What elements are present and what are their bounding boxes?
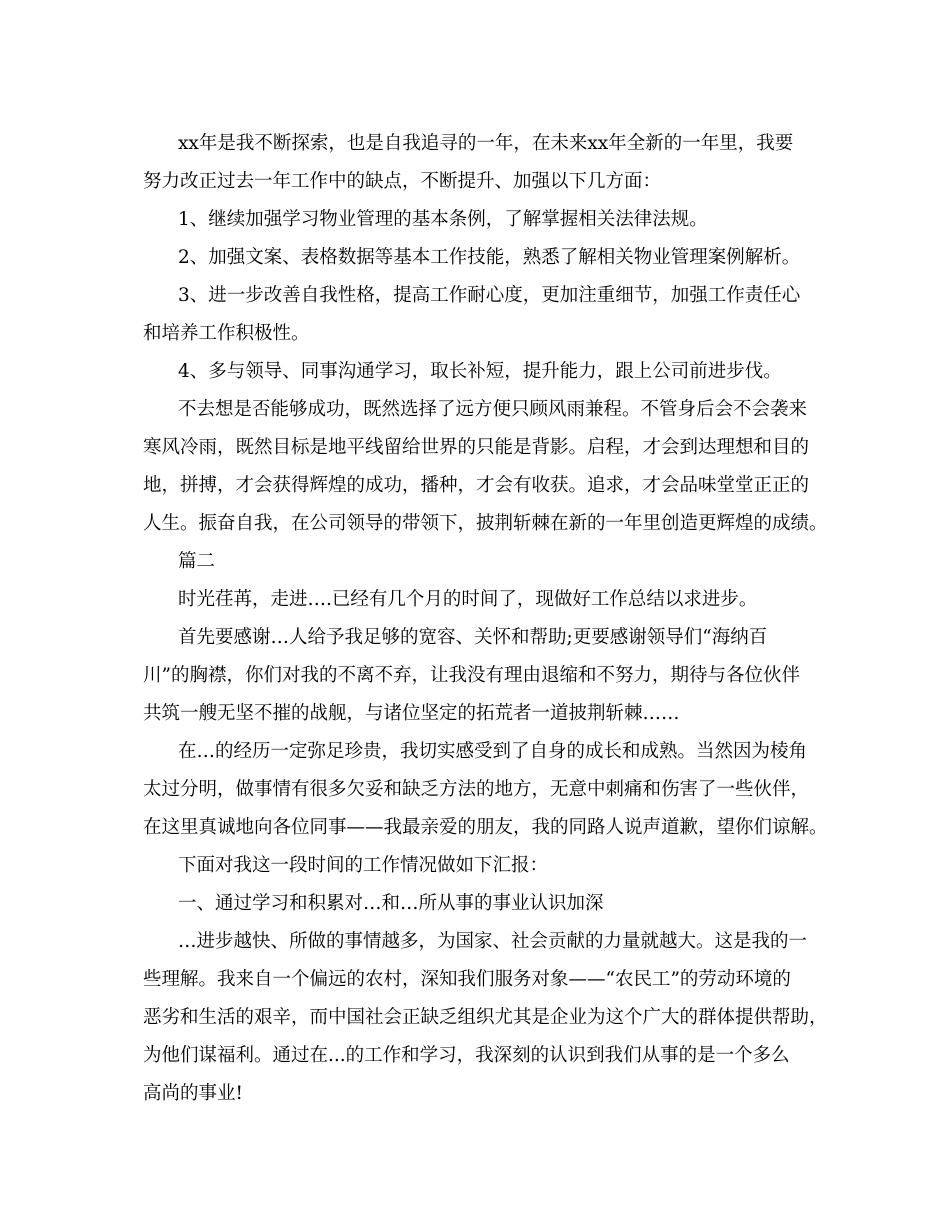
text-line: 和培养工作积极性。 bbox=[143, 323, 310, 344]
text-line: 3、进一步改善自我性格，提高工作耐心度，更加注重细节，加强工作责任心 bbox=[178, 285, 801, 306]
text-line: 努力改正过去一年工作中的缺点，不断提升、加强以下几方面： bbox=[143, 171, 662, 192]
text-line: 寒风冷雨，既然目标是地平线留给世界的只能是背影。启程，才会到达理想和目的 bbox=[143, 437, 810, 458]
text-line: 4、多与领导、同事沟通学习，取长补短，提升能力，跟上公司前进步伐。 bbox=[178, 361, 782, 382]
text-line: 共筑一艘无坚不摧的战舰，与诸位坚定的拓荒者一道披荆斩棘…… bbox=[143, 703, 680, 724]
text-line: 人生。振奋自我，在公司领导的带领下，披荆斩棘在新的一年里创造更辉煌的成绩。 bbox=[143, 513, 828, 534]
text-line: 地，拼搏，才会获得辉煌的成功，播种，才会有收获。追求，才会品味堂堂正正的 bbox=[143, 475, 810, 496]
text-line: 下面对我这一段时间的工作情况做如下汇报： bbox=[178, 855, 549, 876]
text-line: 在这里真诚地向各位同事——我最亲爱的朋友，我的同路人说声道歉，望你们谅解。 bbox=[143, 817, 828, 838]
section-heading: 篇二 bbox=[178, 551, 216, 572]
text-line: 太过分明，做事情有很多欠妥和缺乏方法的地方，无意中刺痛和伤害了一些伙伴， bbox=[143, 779, 810, 800]
text-line: …进步越快、所做的事情越多，为国家、社会贡献的力量就越大。这是我的一 bbox=[178, 931, 808, 952]
text-line: 些理解。我来自一个偏远的农村，深知我们服务对象——“农民工”的劳动环境的 bbox=[143, 969, 791, 990]
text-line: xx年是我不断探索，也是自我追寻的一年，在未来xx年全新的一年里，我要 bbox=[178, 133, 794, 154]
text-line: 川”的胸襟，你们对我的不离不弃，让我没有理由退缩和不努力，期待与各位伙伴 bbox=[143, 665, 800, 686]
text-line: 不去想是否能够成功，既然选择了远方便只顾风雨兼程。不管身后会不会袭来 bbox=[178, 399, 808, 420]
text-line: 1、继续加强学习物业管理的基本条例，了解掌握相关法律法规。 bbox=[178, 209, 708, 230]
text-line: 恶劣和生活的艰辛，而中国社会正缺乏组织尤其是企业为这个广大的群体提供帮助， bbox=[143, 1007, 828, 1028]
text-line: 高尚的事业! bbox=[143, 1083, 243, 1104]
text-line: 2、加强文案、表格数据等基本工作技能，熟悉了解相关物业管理案例解析。 bbox=[178, 247, 801, 268]
text-line: 时光荏苒，走进….已经有几个月的时间了，现做好工作总结以求进步。 bbox=[178, 589, 758, 610]
text-line: 首先要感谢…人给予我足够的宽容、关怀和帮助;更要感谢领导们“海纳百 bbox=[178, 627, 768, 648]
text-line: 一、通过学习和积累对…和…所从事的事业认识加深 bbox=[178, 893, 604, 914]
text-line: 为他们谋福利。通过在...的工作和学习，我深刻的认识到我们从事的是一个多么 bbox=[143, 1045, 790, 1066]
text-line: 在…的经历一定弥足珍贵，我切实感受到了自身的成长和成熟。当然因为棱角 bbox=[178, 741, 808, 762]
